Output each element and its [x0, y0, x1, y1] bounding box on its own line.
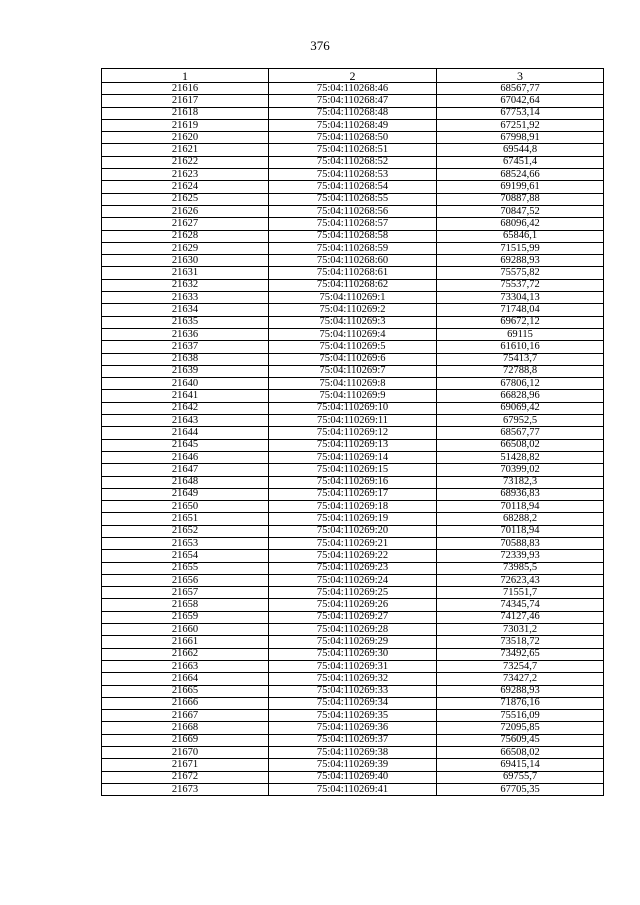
value-cell: 72095,85	[437, 722, 604, 734]
value-cell: 69115	[437, 328, 604, 340]
cadastral-number-cell: 75:04:110269:10	[269, 402, 437, 414]
cadastral-number-cell: 75:04:110269:19	[269, 513, 437, 525]
row-number-cell: 21632	[102, 279, 269, 291]
value-cell: 70847,52	[437, 205, 604, 217]
cadastral-number-cell: 75:04:110268:51	[269, 144, 437, 156]
row-number-cell: 21631	[102, 267, 269, 279]
cadastral-number-cell: 75:04:110268:55	[269, 193, 437, 205]
row-number-cell: 21637	[102, 341, 269, 353]
value-cell: 73254,7	[437, 660, 604, 672]
value-cell: 69069,42	[437, 402, 604, 414]
table-row	[102, 734, 604, 746]
table-row	[102, 513, 604, 525]
table-row	[102, 365, 604, 377]
column-header-3: 3	[437, 69, 604, 83]
table-row	[102, 316, 604, 328]
row-number-cell: 21617	[102, 95, 269, 107]
row-number-cell: 21650	[102, 501, 269, 513]
value-cell: 65846,1	[437, 230, 604, 242]
cadastral-number-cell: 75:04:110268:52	[269, 156, 437, 168]
cadastral-number-cell: 75:04:110269:18	[269, 501, 437, 513]
value-cell: 75413,7	[437, 353, 604, 365]
table-row	[102, 144, 604, 156]
table-row	[102, 242, 604, 254]
row-number-cell: 21640	[102, 378, 269, 390]
value-cell: 67705,35	[437, 783, 604, 795]
row-number-cell: 21628	[102, 230, 269, 242]
value-cell: 73427,2	[437, 673, 604, 685]
value-cell: 68936,83	[437, 488, 604, 500]
cadastral-number-cell: 75:04:110269:32	[269, 673, 437, 685]
table-row	[102, 451, 604, 463]
row-number-cell: 21660	[102, 624, 269, 636]
row-number-cell: 21666	[102, 697, 269, 709]
table-row	[102, 181, 604, 193]
column-header-1: 1	[102, 69, 269, 83]
value-cell: 69288,93	[437, 685, 604, 697]
value-cell: 68567,77	[437, 427, 604, 439]
value-cell: 72788,8	[437, 365, 604, 377]
value-cell: 75537,72	[437, 279, 604, 291]
table-row	[102, 550, 604, 562]
table-row	[102, 353, 604, 365]
cadastral-number-cell: 75:04:110268:54	[269, 181, 437, 193]
cadastral-number-cell: 75:04:110269:39	[269, 759, 437, 771]
value-cell: 71748,04	[437, 304, 604, 316]
table-body	[102, 83, 604, 796]
row-number-cell: 21667	[102, 710, 269, 722]
table-row	[102, 279, 604, 291]
row-number-cell: 21626	[102, 205, 269, 217]
table-row	[102, 255, 604, 267]
cadastral-number-cell: 75:04:110268:50	[269, 132, 437, 144]
row-number-cell: 21634	[102, 304, 269, 316]
table-row	[102, 747, 604, 759]
value-cell: 69544,8	[437, 144, 604, 156]
cadastral-number-cell: 75:04:110268:59	[269, 242, 437, 254]
row-number-cell: 21661	[102, 636, 269, 648]
table-row	[102, 390, 604, 402]
cadastral-number-cell: 75:04:110269:35	[269, 710, 437, 722]
row-number-cell: 21652	[102, 525, 269, 537]
row-number-cell: 21627	[102, 218, 269, 230]
table-row	[102, 119, 604, 131]
table-row	[102, 501, 604, 513]
table-row	[102, 710, 604, 722]
cadastral-number-cell: 75:04:110269:17	[269, 488, 437, 500]
cadastral-number-cell: 75:04:110269:14	[269, 451, 437, 463]
table-row	[102, 328, 604, 340]
value-cell: 71551,7	[437, 587, 604, 599]
table-row	[102, 415, 604, 427]
value-cell: 74345,74	[437, 599, 604, 611]
table-row	[102, 525, 604, 537]
value-cell: 71515,99	[437, 242, 604, 254]
row-number-cell: 21648	[102, 476, 269, 488]
cadastral-number-cell: 75:04:110269:24	[269, 574, 437, 586]
value-cell: 68524,66	[437, 169, 604, 181]
row-number-cell: 21633	[102, 292, 269, 304]
row-number-cell: 21662	[102, 648, 269, 660]
table-row	[102, 488, 604, 500]
value-cell: 74127,46	[437, 611, 604, 623]
row-number-cell: 21655	[102, 562, 269, 574]
cadastral-number-cell: 75:04:110269:7	[269, 365, 437, 377]
value-cell: 73182,3	[437, 476, 604, 488]
row-number-cell: 21625	[102, 193, 269, 205]
value-cell: 67042,64	[437, 95, 604, 107]
value-cell: 73492,65	[437, 648, 604, 660]
row-number-cell: 21651	[102, 513, 269, 525]
cadastral-number-cell: 75:04:110269:38	[269, 747, 437, 759]
row-number-cell: 21653	[102, 537, 269, 549]
value-cell: 75516,09	[437, 710, 604, 722]
table-row	[102, 648, 604, 660]
cadastral-number-cell: 75:04:110269:40	[269, 771, 437, 783]
cadastral-number-cell: 75:04:110269:28	[269, 624, 437, 636]
cadastral-number-cell: 75:04:110269:20	[269, 525, 437, 537]
cadastral-number-cell: 75:04:110268:57	[269, 218, 437, 230]
table-row	[102, 402, 604, 414]
table-row	[102, 464, 604, 476]
table-row	[102, 783, 604, 795]
row-number-cell: 21619	[102, 119, 269, 131]
value-cell: 70588,83	[437, 537, 604, 549]
row-number-cell: 21622	[102, 156, 269, 168]
table-row	[102, 341, 604, 353]
cadastral-number-cell: 75:04:110269:31	[269, 660, 437, 672]
table-row	[102, 427, 604, 439]
value-cell: 70118,94	[437, 525, 604, 537]
value-cell: 67998,91	[437, 132, 604, 144]
table-row	[102, 169, 604, 181]
cadastral-number-cell: 75:04:110268:48	[269, 107, 437, 119]
row-number-cell: 21636	[102, 328, 269, 340]
row-number-cell: 21668	[102, 722, 269, 734]
cadastral-number-cell: 75:04:110269:5	[269, 341, 437, 353]
row-number-cell: 21672	[102, 771, 269, 783]
cadastral-number-cell: 75:04:110268:46	[269, 83, 437, 95]
cadastral-number-cell: 75:04:110268:47	[269, 95, 437, 107]
data-table	[101, 68, 604, 796]
cadastral-number-cell: 75:04:110269:29	[269, 636, 437, 648]
row-number-cell: 21639	[102, 365, 269, 377]
value-cell: 73518,72	[437, 636, 604, 648]
row-number-cell: 21663	[102, 660, 269, 672]
row-number-cell: 21621	[102, 144, 269, 156]
cadastral-number-cell: 75:04:110268:58	[269, 230, 437, 242]
value-cell: 68096,42	[437, 218, 604, 230]
cadastral-number-cell: 75:04:110269:33	[269, 685, 437, 697]
cadastral-number-cell: 75:04:110269:27	[269, 611, 437, 623]
table-row	[102, 587, 604, 599]
row-number-cell: 21669	[102, 734, 269, 746]
table-row	[102, 156, 604, 168]
cadastral-number-cell: 75:04:110269:2	[269, 304, 437, 316]
value-cell: 69415,14	[437, 759, 604, 771]
row-number-cell: 21629	[102, 242, 269, 254]
cadastral-number-cell: 75:04:110269:21	[269, 537, 437, 549]
value-cell: 67806,12	[437, 378, 604, 390]
cadastral-number-cell: 75:04:110269:12	[269, 427, 437, 439]
value-cell: 69755,7	[437, 771, 604, 783]
value-cell: 72623,43	[437, 574, 604, 586]
table-row	[102, 537, 604, 549]
value-cell: 69199,61	[437, 181, 604, 193]
row-number-cell: 21641	[102, 390, 269, 402]
cadastral-number-cell: 75:04:110269:41	[269, 783, 437, 795]
table-row	[102, 107, 604, 119]
table-row	[102, 562, 604, 574]
cadastral-number-cell: 75:04:110269:36	[269, 722, 437, 734]
table-row	[102, 599, 604, 611]
cadastral-number-cell: 75:04:110269:22	[269, 550, 437, 562]
row-number-cell: 21658	[102, 599, 269, 611]
row-number-cell: 21673	[102, 783, 269, 795]
value-cell: 75575,82	[437, 267, 604, 279]
value-cell: 67952,5	[437, 415, 604, 427]
row-number-cell: 21670	[102, 747, 269, 759]
value-cell: 66508,02	[437, 439, 604, 451]
row-number-cell: 21665	[102, 685, 269, 697]
value-cell: 67451,4	[437, 156, 604, 168]
row-number-cell: 21620	[102, 132, 269, 144]
value-cell: 73985,5	[437, 562, 604, 574]
row-number-cell: 21649	[102, 488, 269, 500]
cadastral-number-cell: 75:04:110269:23	[269, 562, 437, 574]
cadastral-number-cell: 75:04:110269:4	[269, 328, 437, 340]
table-row	[102, 624, 604, 636]
row-number-cell: 21664	[102, 673, 269, 685]
row-number-cell: 21656	[102, 574, 269, 586]
row-number-cell: 21645	[102, 439, 269, 451]
table-row	[102, 378, 604, 390]
cadastral-number-cell: 75:04:110269:6	[269, 353, 437, 365]
table-row	[102, 218, 604, 230]
cadastral-number-cell: 75:04:110268:53	[269, 169, 437, 181]
table-row	[102, 439, 604, 451]
cadastral-number-cell: 75:04:110269:34	[269, 697, 437, 709]
cadastral-number-cell: 75:04:110268:62	[269, 279, 437, 291]
page-number: 376	[310, 38, 330, 53]
row-number-cell: 21646	[102, 451, 269, 463]
cadastral-number-cell: 75:04:110269:15	[269, 464, 437, 476]
table-row	[102, 132, 604, 144]
row-number-cell: 21616	[102, 83, 269, 95]
cadastral-number-cell: 75:04:110269:11	[269, 415, 437, 427]
cadastral-number-cell: 75:04:110269:8	[269, 378, 437, 390]
value-cell: 70118,94	[437, 501, 604, 513]
value-cell: 68567,77	[437, 83, 604, 95]
cadastral-number-cell: 75:04:110269:13	[269, 439, 437, 451]
value-cell: 51428,82	[437, 451, 604, 463]
value-cell: 61610,16	[437, 341, 604, 353]
value-cell: 67251,92	[437, 119, 604, 131]
row-number-cell: 21624	[102, 181, 269, 193]
table-row	[102, 574, 604, 586]
cadastral-number-cell: 75:04:110268:56	[269, 205, 437, 217]
table-row	[102, 205, 604, 217]
cadastral-number-cell: 75:04:110268:49	[269, 119, 437, 131]
value-cell: 66508,02	[437, 747, 604, 759]
table-row	[102, 476, 604, 488]
table-row	[102, 685, 604, 697]
cadastral-number-cell: 75:04:110269:9	[269, 390, 437, 402]
value-cell: 67753,14	[437, 107, 604, 119]
table-row	[102, 697, 604, 709]
cadastral-number-cell: 75:04:110269:16	[269, 476, 437, 488]
row-number-cell: 21635	[102, 316, 269, 328]
cadastral-number-cell: 75:04:110269:25	[269, 587, 437, 599]
table-row	[102, 95, 604, 107]
value-cell: 69288,93	[437, 255, 604, 267]
row-number-cell: 21654	[102, 550, 269, 562]
row-number-cell: 21623	[102, 169, 269, 181]
value-cell: 70887,88	[437, 193, 604, 205]
table-header-row	[102, 69, 604, 83]
cadastral-number-cell: 75:04:110268:61	[269, 267, 437, 279]
value-cell: 70399,02	[437, 464, 604, 476]
value-cell: 68288,2	[437, 513, 604, 525]
cadastral-number-cell: 75:04:110269:26	[269, 599, 437, 611]
cadastral-number-cell: 75:04:110269:1	[269, 292, 437, 304]
row-number-cell: 21647	[102, 464, 269, 476]
table-row	[102, 722, 604, 734]
row-number-cell: 21643	[102, 415, 269, 427]
value-cell: 69672,12	[437, 316, 604, 328]
value-cell: 71876,16	[437, 697, 604, 709]
table-row	[102, 771, 604, 783]
table-row	[102, 292, 604, 304]
row-number-cell: 21638	[102, 353, 269, 365]
row-number-cell: 21618	[102, 107, 269, 119]
cadastral-number-cell: 75:04:110268:60	[269, 255, 437, 267]
table-row	[102, 304, 604, 316]
row-number-cell: 21671	[102, 759, 269, 771]
row-number-cell: 21657	[102, 587, 269, 599]
cadastral-number-cell: 75:04:110269:37	[269, 734, 437, 746]
table-row	[102, 230, 604, 242]
row-number-cell: 21630	[102, 255, 269, 267]
value-cell: 66828,96	[437, 390, 604, 402]
table-row	[102, 673, 604, 685]
value-cell: 73031,2	[437, 624, 604, 636]
value-cell: 72339,93	[437, 550, 604, 562]
column-header-2: 2	[269, 69, 437, 83]
table-row	[102, 193, 604, 205]
table-row	[102, 759, 604, 771]
cadastral-number-cell: 75:04:110269:3	[269, 316, 437, 328]
table-row	[102, 267, 604, 279]
table-row	[102, 83, 604, 95]
row-number-cell: 21659	[102, 611, 269, 623]
row-number-cell: 21642	[102, 402, 269, 414]
table-row	[102, 611, 604, 623]
table-row	[102, 660, 604, 672]
value-cell: 75609,45	[437, 734, 604, 746]
table-row	[102, 636, 604, 648]
cadastral-number-cell: 75:04:110269:30	[269, 648, 437, 660]
row-number-cell: 21644	[102, 427, 269, 439]
value-cell: 73304,13	[437, 292, 604, 304]
